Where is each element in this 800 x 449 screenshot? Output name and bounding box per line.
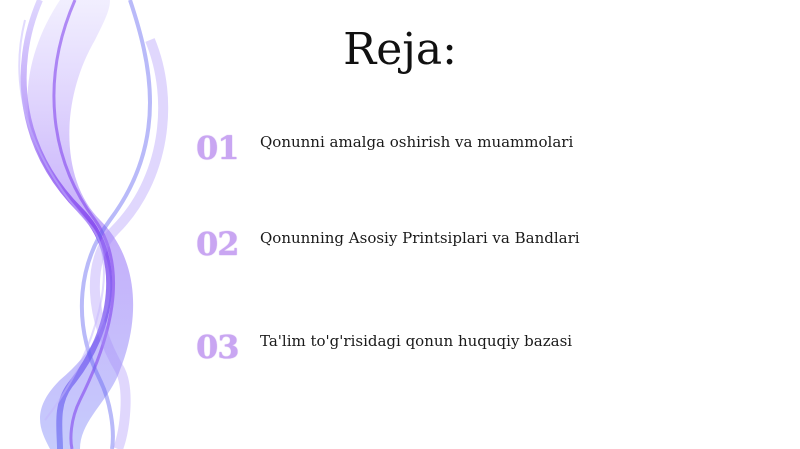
item-number: 03 — [196, 328, 239, 366]
decorative-ribbon — [0, 0, 200, 449]
item-text: Ta'lim to'g'risidagi qonun huquqiy bazasi — [260, 332, 573, 350]
slide-title: Reja: — [343, 24, 457, 75]
agenda-item — [196, 327, 756, 367]
item-text: Qonunning Asosiy Printsiplari va Bandlari — [260, 229, 580, 247]
agenda-item — [196, 128, 756, 168]
item-number: 01 — [196, 129, 239, 167]
agenda-item — [196, 224, 756, 264]
item-text: Qonunni amalga oshirish va muammolari — [260, 133, 574, 151]
item-number: 02 — [196, 225, 239, 263]
